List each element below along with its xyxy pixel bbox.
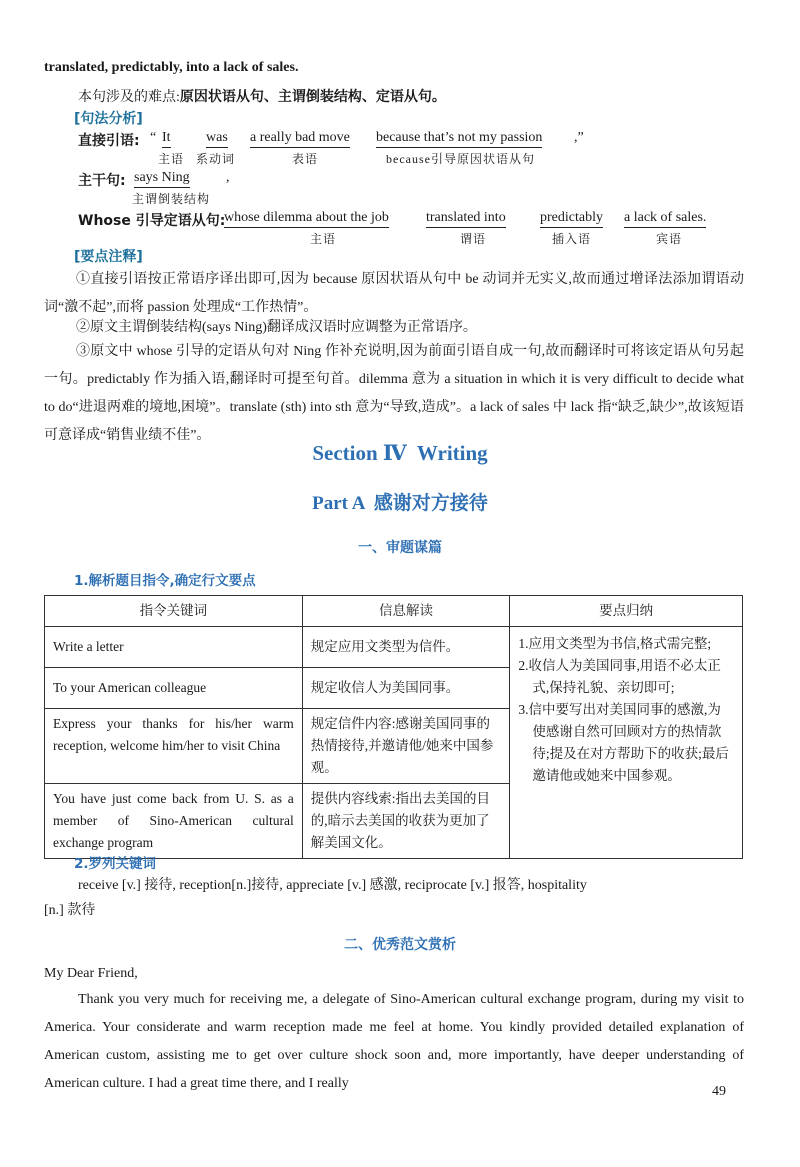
table-cell-interpretation: 规定收信人为美国同事。 [302,668,510,709]
word-says-ning: says Ning [134,170,190,188]
direct-speech-label: 直接引语: [78,133,140,149]
step-1-title: 1.解析题目指令,确定行文要点 [74,573,256,589]
point-item: 3.信中要写出对美国同事的感激,为使感谢自然可回顾对方的热情款待;提及在对方帮助下的收获;最后邀请他或她来中国参观。 [518,702,729,783]
table-cell-keyword: To your American colleague [45,668,303,709]
word-translated-into: translated into [426,210,506,228]
point-item: 2.收信人为美国同事,用语不必太正式,保持礼貌、亲切即可; [518,658,721,695]
tag-linking-verb: 系动词 [196,152,236,166]
main-comma: , [226,170,230,185]
continuation-line: translated, predictably, into a lack of sales. [44,60,299,75]
word-whose-dilemma: whose dilemma about the job [224,210,389,228]
table-cell-keyword: Express your thanks for his/her warm reception, welcome him/her to visit China [45,709,303,784]
tag-whose-parenthesis: 插入语 [552,232,592,246]
step-2-title: 2.罗列关键词 [74,856,157,872]
part-title: Part A 感谢对方接待 [312,493,488,514]
points-list [518,633,734,787]
letter-greeting: My Dear Friend, [44,966,138,981]
tag-whose-subject: 主语 [310,232,337,246]
instruction-table [44,595,743,859]
difficulty-text: 原因状语从句、主谓倒装结构、定语从句。 [179,90,446,105]
table-cell-interpretation: 提供内容线索:指出去美国的目的,暗示去美国的收获为更加了解美国文化。 [302,784,510,859]
tag-subject: 主语 [158,152,185,166]
word-it: It [162,130,171,148]
key-notes-heading: [要点注释] [74,249,143,265]
word-was: was [206,130,228,148]
direct-close-quote: ,” [574,130,584,145]
subsection-1-title: 一、审题谋篇 [358,540,442,556]
table-header-row [45,596,743,627]
main-clause-label: 主干句: [78,173,126,189]
table-row [45,627,743,668]
whose-clause-label: Whose 引导定语从句: [78,213,226,229]
tag-whose-predicate: 谓语 [460,232,487,246]
tag-whose-object: 宾语 [656,232,683,246]
table-cell-keyword: You have just come back from U. S. as a member of Sino-American cultural exchange program [45,784,303,859]
word-predictably: predictably [540,210,603,228]
syntax-analysis-heading: [句法分析] [74,111,143,127]
difficulty-line [78,86,446,106]
table-header: 信息解读 [302,596,510,627]
letter-body: Thank you very much for receiving me, a delegate of Sino-American cultural exchange program, during my visit to America. Your considerate and warm reception made me feel at home. You kindly provided detailed explanation of American custom, assisting me to get over culture shock soon and, more importantly, have deeper understanding of American culture. I had a great time there, and I really [44,992,744,1091]
tag-predicative: 表语 [292,152,319,166]
keywords-line-1: receive [v.] 接待, reception[n.]接待, appreciate [v.] 感激, reciprocate [v.] 报答, hospitality [78,878,587,893]
note-1: ①直接引语按正常语序译出即可,因为 because 原因状语从句中 be 动词并无实义,故而通过增译法添加谓语动词“激不起”,而将 passion 处理成“工作热情”。 [44,272,744,315]
tag-because-clause: because引导原因状语从句 [386,152,535,166]
word-because-clause: because that’s not my passion [376,130,542,148]
page-number: 49 [712,1084,726,1099]
direct-open-quote: “ [150,130,157,145]
tag-inversion: 主谓倒装结构 [132,192,211,206]
difficulty-label: 本句涉及的难点: [78,90,180,105]
table-cell-interpretation: 规定信件内容:感谢美国同事的热情接待,并邀请他/她来中国参观。 [302,709,510,784]
keywords-line-2: [n.] 款待 [44,903,96,918]
table-header: 要点归纳 [510,596,743,627]
section-title: Section Ⅳ Writing [312,441,488,465]
word-really-bad-move: a really bad move [250,130,350,148]
note-2: ②原文主谓倒装结构(says Ning)翻译成汉语时应调整为正常语序。 [76,320,477,335]
table-cell-points [510,627,743,859]
word-lack-of-sales: a lack of sales. [624,210,706,228]
table-header: 指令关键词 [45,596,303,627]
table-cell-keyword: Write a letter [45,627,303,668]
subsection-2-title: 二、优秀范文赏析 [344,937,456,953]
table-cell-interpretation: 规定应用文类型为信件。 [302,627,510,668]
note-3: ③原文中 whose 引导的定语从句对 Ning 作补充说明,因为前面引语自成一句,故而翻译时可将该定语从句另起一句。predictably 作为插入语,翻译时可提至句首。dilemma 意为 a situation in which it is very difficult to decide what to do“进退两难的境地,困境”。translate (sth) into sth 意为“导致,造成”。a lack of sales 中 lack 指“缺乏,缺少”,故该短语可意译成“销售业绩不佳”。 [44,344,744,443]
point-item: 1.应用文类型为书信,格式需完整; [518,636,712,651]
